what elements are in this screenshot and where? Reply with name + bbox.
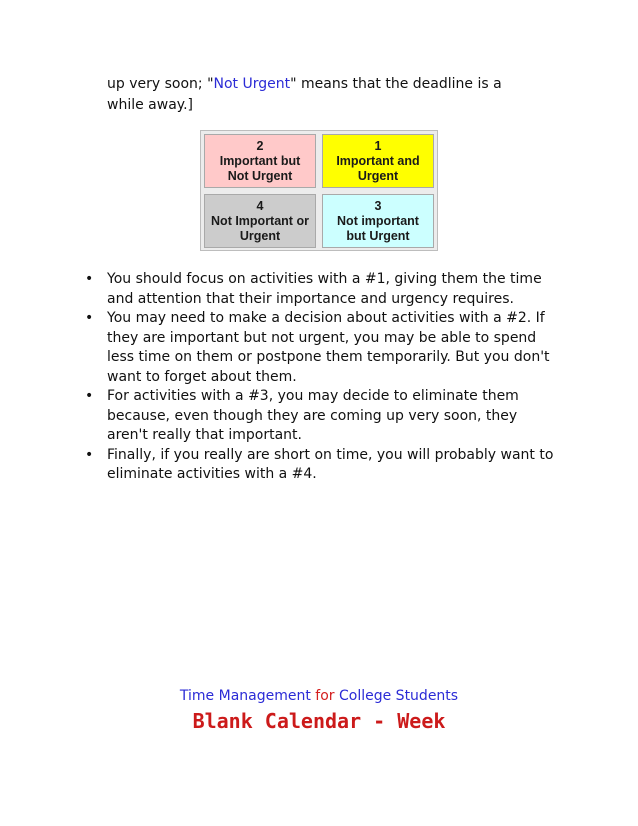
- footer-part-3: College Students: [334, 688, 459, 704]
- bullet-dot: •: [85, 446, 94, 463]
- cell-label: Not important but Urgent: [337, 213, 419, 243]
- footer-part-1: Time Management: [179, 688, 316, 704]
- cell-number: 2: [256, 138, 264, 153]
- cell-label: Important and Urgent: [336, 153, 420, 183]
- list-item-text: Finally, if you really are short on time, you will probably want to eliminate activities with a #4.: [107, 446, 554, 482]
- list-item: [85, 309, 562, 387]
- priority-matrix: [200, 130, 438, 251]
- cell-number: 4: [256, 198, 264, 213]
- bullet-dot: •: [85, 388, 94, 404]
- footer-subtitle: [0, 686, 638, 706]
- list-item-text: You should focus on activities with a #1, giving them the time and attention that their importance and urgency requires.: [107, 271, 542, 307]
- not-urgent-term: Not Urgent: [213, 76, 291, 92]
- intro-text-before: up very soon; ": [107, 76, 214, 92]
- bullet-dot: •: [85, 271, 94, 287]
- matrix-cell-important-urgent: [322, 134, 434, 188]
- list-item-text: You may need to make a decision about activities with a #2. If they are important but not urgent, you may be able to spend less time on them or postpone them temporarily. But you don't want to forget about them.: [107, 310, 550, 385]
- list-item: [85, 446, 562, 485]
- intro-text-after: " means that the deadline is a while away.]: [107, 76, 502, 113]
- list-item-text: For activities with a #3, you may decide to eliminate them because, even though they are coming up very soon, they aren't really that important.: [107, 388, 519, 443]
- cell-number: 3: [374, 198, 382, 213]
- advice-list: [85, 270, 562, 485]
- cell-label: Not Important or Urgent: [211, 213, 309, 243]
- matrix-cell-not-important-not-urgent: [204, 194, 316, 248]
- footer-part-2: for: [315, 688, 335, 704]
- cell-number: 1: [374, 138, 382, 153]
- matrix-cell-not-important-urgent: [322, 194, 434, 248]
- cell-label: Important but Not Urgent: [219, 153, 301, 183]
- list-item: [85, 270, 562, 309]
- intro-paragraph: [107, 74, 537, 116]
- bullet-dot: •: [85, 310, 94, 326]
- matrix-cell-important-not-urgent: [204, 134, 316, 188]
- list-item: [85, 387, 562, 446]
- footer-title: Blank Calendar - Week: [192, 709, 446, 733]
